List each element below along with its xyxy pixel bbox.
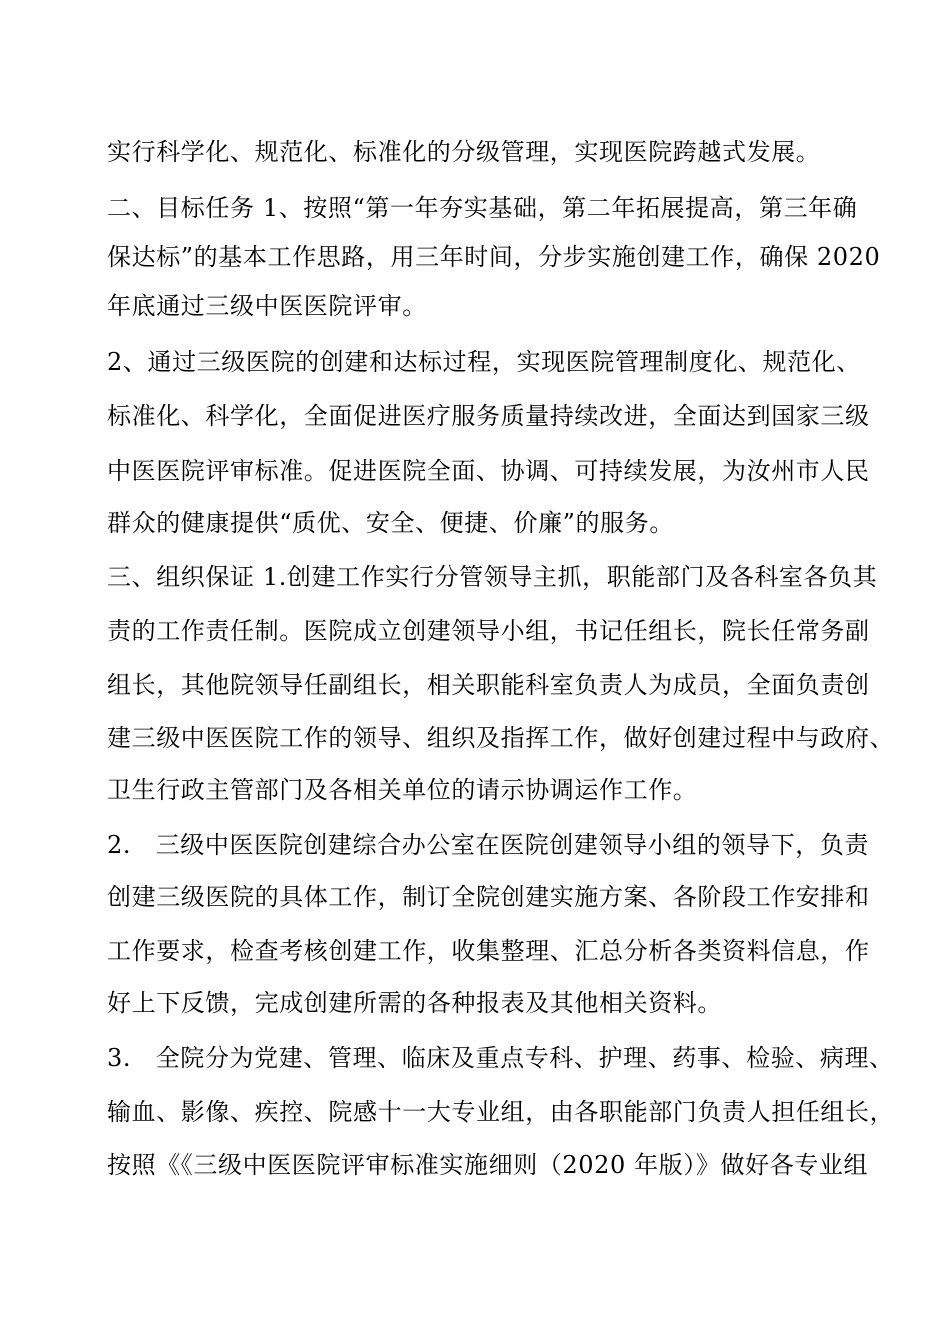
- text-line: 年底通过三级中医医院评审。: [107, 292, 427, 320]
- text-line: 好上下反馈，完成创建所需的各种报表及其他相关资料。: [107, 989, 722, 1017]
- text-line: 2、通过三级医院的创建和达标过程，实现医院管理制度化、规范化、: [107, 348, 861, 376]
- text-line: 三、组织保证 1.创建工作实行分管领导主抓，职能部门及各科室各负其: [107, 563, 878, 591]
- text-line: 保达标”的基本工作思路，用三年时间，分步实施创建工作，确保 2020: [107, 243, 881, 271]
- text-line: 2. 三级中医医院创建综合办公室在医院创建领导小组的领导下，负责: [107, 831, 870, 859]
- text-line: 群众的健康提供“质优、安全、便捷、价廉”的服务。: [107, 509, 674, 537]
- text-line: 卫生行政主管部门及各相关单位的请示协调运作工作。: [107, 776, 698, 804]
- text-line: 责的工作责任制。医院成立创建领导小组，书记任组长，院长任常务副: [107, 617, 870, 645]
- text-line: 组长，其他院领导任副组长，相关职能科室负责人为成员，全面负责创: [107, 671, 870, 699]
- text-line: 工作要求，检查考核创建工作，收集整理、汇总分析各类资料信息，作: [107, 937, 870, 965]
- text-line: 创建三级医院的具体工作，制订全院创建实施方案、各阶段工作安排和: [107, 883, 870, 911]
- text-line: 输血、影像、疾控、院感十一大专业组，由各职能部门负责人担任组长，: [107, 1098, 895, 1126]
- text-line: 3. 全院分为党建、管理、临床及重点专科、护理、药事、检验、病理、: [107, 1044, 894, 1072]
- text-line: 建三级中医医院工作的领导、组织及指挥工作，做好创建过程中与政府、: [107, 724, 895, 752]
- text-line: 标准化、科学化，全面促进医疗服务质量持续改进，全面达到国家三级: [107, 402, 870, 430]
- text-line: 二、目标任务 1、按照“第一年夯实基础，第二年拓展提高，第三年确: [107, 194, 858, 222]
- text-line: 按照《《三级中医医院评审标准实施细则（2020 年版）》做好各专业组: [107, 1151, 869, 1179]
- text-line: 中医医院评审标准。促进医院全面、协调、可持续发展，为汝州市人民: [107, 457, 870, 485]
- text-line: 实行科学化、规范化、标准化的分级管理，实现医院跨越式发展。: [107, 138, 821, 166]
